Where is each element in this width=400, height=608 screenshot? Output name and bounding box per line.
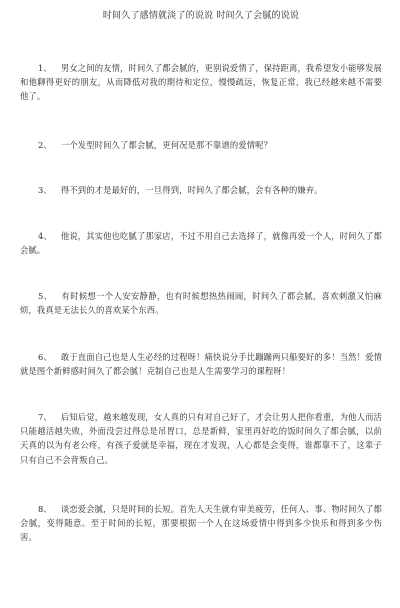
paragraph-text: 敢于直面自己也是人生必经的过程呀！痛快说分手比蹦蹦两只船要好的多！当然！爱情就是图个新鲜感时间久了都会腻！克制自己也是人生需要学习的课程呀！: [20, 352, 382, 377]
paragraph-number: 5、: [38, 291, 53, 301]
paragraph-number: 7、: [38, 412, 52, 422]
paragraph-number: 8、: [38, 504, 52, 514]
paragraph-text: 一个发型时间久了都会腻，更何况是那不靠谱的爱情呢？: [60, 140, 273, 150]
document-title: 时间久了感情就淡了的说说 时间久了会腻的说说: [102, 11, 300, 21]
paragraph-8: [20, 502, 382, 545]
paragraph-number: 1、: [38, 63, 52, 73]
paragraph-4: [20, 229, 382, 257]
paragraph-number: 2、: [38, 140, 52, 150]
paragraph-number: 6、: [38, 352, 52, 362]
paragraph-1: [20, 61, 382, 104]
paragraph-6: [20, 350, 382, 378]
paragraph-number: 4、: [38, 231, 52, 241]
paragraph-text: 男女之间的友情，时间久了都会腻的，更别说爱情了，保持距离，我希望发小能够发展和他聊得更好的朋友，从而降低对我的期待和定位，慢慢疏远，恢复正常，我已经越来越不需要他了。: [20, 63, 382, 102]
paragraph-text: 得不到的才是最好的，一旦得到，时间久了都会腻，会有各种的嫌弃。: [60, 185, 323, 195]
paragraph-text: 有时候想一个人安安静静，也有时候想热热闹闹，时间久了都会腻，喜欢刺激又怕麻烦，我真是无法长久的喜欢某个东西。: [20, 291, 382, 316]
paragraph-number: 3、: [38, 185, 52, 195]
paragraph-2: [20, 138, 382, 152]
paragraph-text: 谈恋爱会腻，只是时间的长短。首先人天生就有审美疲劳，任何人、事、物时间久了都会腻，变得随意。至于时间的长短，那要根据一个人在这场爱情中得到多少快乐和得到多少伤害。: [20, 504, 382, 543]
paragraph-7: [20, 410, 382, 467]
paragraph-text: 他说，其实他也吃腻了那家店，不过不用自己去选择了，就像再爱一个人，时间久了都会腻。: [20, 231, 382, 256]
paragraph-3: [20, 183, 382, 197]
paragraph-text: 后知后觉，越来越发现，女人真的只有对自己好了，才会让男人把你看重，为他人而活只能越活越失败，外面没尝过得总是吊胃口，总是新鲜，家里再好吃的饭时间久了都会腻，以前天真的以为有老公疼，有孩子爱就是幸福，现在才发现，人心都是会变得，谁都靠不了，这辈子只有自己不会背叛自己。: [20, 412, 382, 465]
paragraph-5: [20, 289, 382, 317]
